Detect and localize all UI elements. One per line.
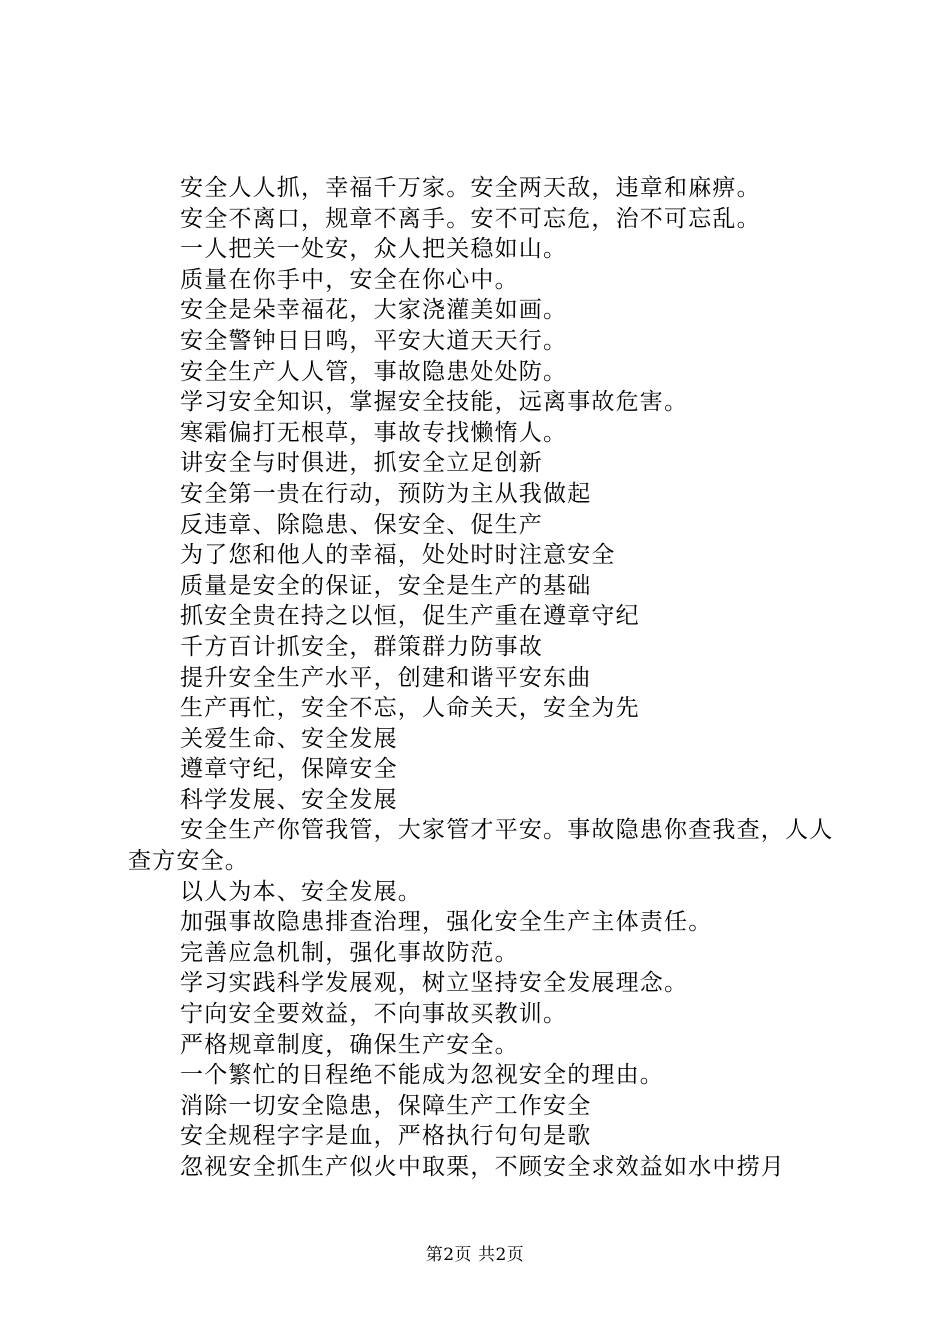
paragraph: 严格规章制度，确保生产安全。	[180, 1031, 519, 1058]
paragraph: 关爱生命、安全发展	[180, 725, 398, 752]
paragraph: 一人把关一处安，众人把关稳如山。	[180, 236, 568, 263]
document-body	[128, 173, 838, 1183]
paragraph: 提升安全生产水平，创建和谐平安东曲	[180, 664, 592, 691]
paragraph: 遵章守纪，保障安全	[180, 756, 398, 783]
paragraph: 反违章、除隐患、保安全、促生产	[180, 511, 543, 538]
paragraph: 安全警钟日日鸣，平安大道天天行。	[180, 327, 568, 354]
paragraph: 质量是安全的保证，安全是生产的基础	[180, 572, 592, 599]
paragraph: 安全人人抓，幸福千万家。安全两天敌，违章和麻痹。	[180, 175, 761, 201]
paragraph: 加强事故隐患排查治理，强化安全生产主体责任。	[180, 909, 713, 936]
paragraph: 安全第一贵在行动，预防为主从我做起	[180, 480, 592, 507]
paragraph: 千方百计抓安全，群策群力防事故	[180, 633, 543, 660]
paragraph: 寒霜偏打无根草，事故专找懒惰人。	[180, 419, 568, 446]
paragraph: 安全规程字字是血，严格执行句句是歌	[180, 1123, 592, 1150]
paragraph: 完善应急机制，强化事故防范。	[180, 939, 519, 966]
paragraph: 消除一切安全隐患，保障生产工作安全	[180, 1092, 592, 1119]
paragraph: 科学发展、安全发展	[180, 786, 398, 813]
paragraph: 安全生产你管我管，大家管才平安。事故隐患你查我查，人人查方安全。	[128, 817, 834, 875]
paragraph: 忽视安全抓生产似火中取栗，不顾安全求效益如水中捞月	[180, 1154, 785, 1180]
paragraph: 为了您和他人的幸福，处处时时注意安全	[180, 542, 616, 569]
paragraph: 质量在你手中，安全在你心中。	[180, 266, 519, 293]
paragraph: 安全是朵幸福花，大家浇灌美如画。	[180, 297, 568, 324]
paragraph: 安全生产人人管，事故隐患处处防。	[180, 358, 568, 385]
paragraph: 宁向安全要效益，不向事故买教训。	[180, 1001, 568, 1028]
paragraph: 以人为本、安全发展。	[180, 878, 422, 905]
paragraph: 安全不离口，规章不离手。安不可忘危，治不可忘乱。	[180, 205, 761, 232]
paragraph: 学习实践科学发展观，树立坚持安全发展理念。	[180, 970, 689, 997]
paragraph: 学习安全知识，掌握安全技能，远离事故危害。	[180, 389, 689, 416]
paragraph: 抓安全贵在持之以恒，促生产重在遵章守纪	[180, 603, 640, 630]
page-number-footer: 第2页 共2页	[425, 1245, 525, 1265]
paragraph: 一个繁忙的日程绝不能成为忽视安全的理由。	[180, 1062, 664, 1089]
paragraph: 生产再忙，安全不忘，人命关天，安全为先	[180, 695, 640, 722]
paragraph: 讲安全与时俱进，抓安全立足创新	[180, 450, 543, 477]
